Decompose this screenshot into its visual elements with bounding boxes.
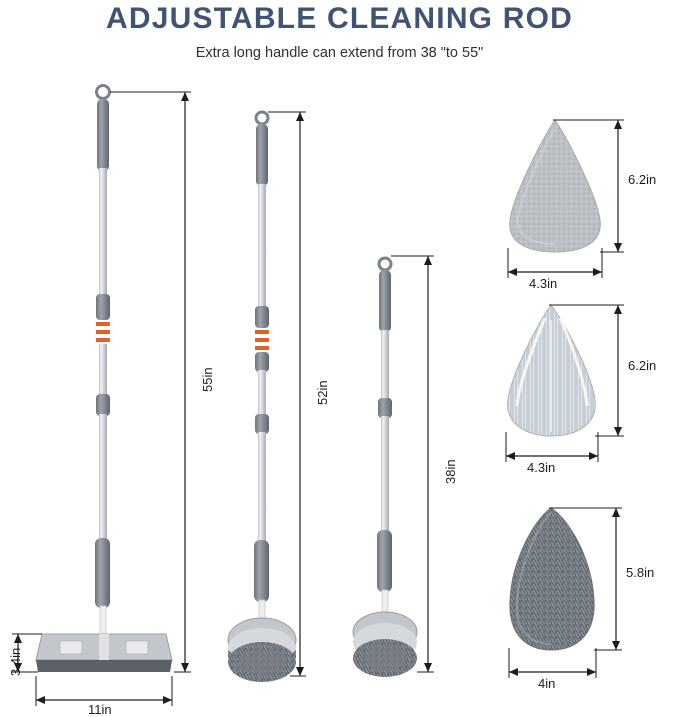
rod-38in [353, 256, 434, 677]
page-subtitle: Extra long handle can extend from 38 "to 55" [195, 45, 484, 61]
dimension-label-pad2-height: 6.2in [628, 358, 657, 373]
chenille-pad [506, 305, 624, 462]
short-brush-head [353, 612, 417, 677]
bristle-brush-pad [509, 508, 622, 678]
dimension-label-pad1-height: 6.2in [628, 172, 657, 187]
squeegee-head [36, 634, 172, 672]
dimension-label-pad1-width: 4.3in [529, 276, 558, 291]
microfiber-pad [508, 120, 624, 278]
dimension-label-3-4in: 3.4in [8, 647, 23, 676]
dimension-label-pad2-width: 4.3in [527, 460, 556, 475]
dimension-label-11in: 11in [88, 702, 112, 717]
dimension-label-pad3-height: 5.8in [626, 565, 655, 580]
page-title: ADJUSTABLE CLEANING ROD [105, 2, 574, 35]
round-brush-head [228, 618, 296, 682]
rod-55in [12, 86, 191, 707]
rod-52in [228, 112, 306, 682]
dimension-label-38in: 38in [443, 459, 458, 484]
dimension-label-52in: 52in [315, 380, 330, 405]
dimension-label-pad3-width: 4in [538, 676, 556, 691]
dimension-label-55in: 55in [200, 367, 215, 392]
